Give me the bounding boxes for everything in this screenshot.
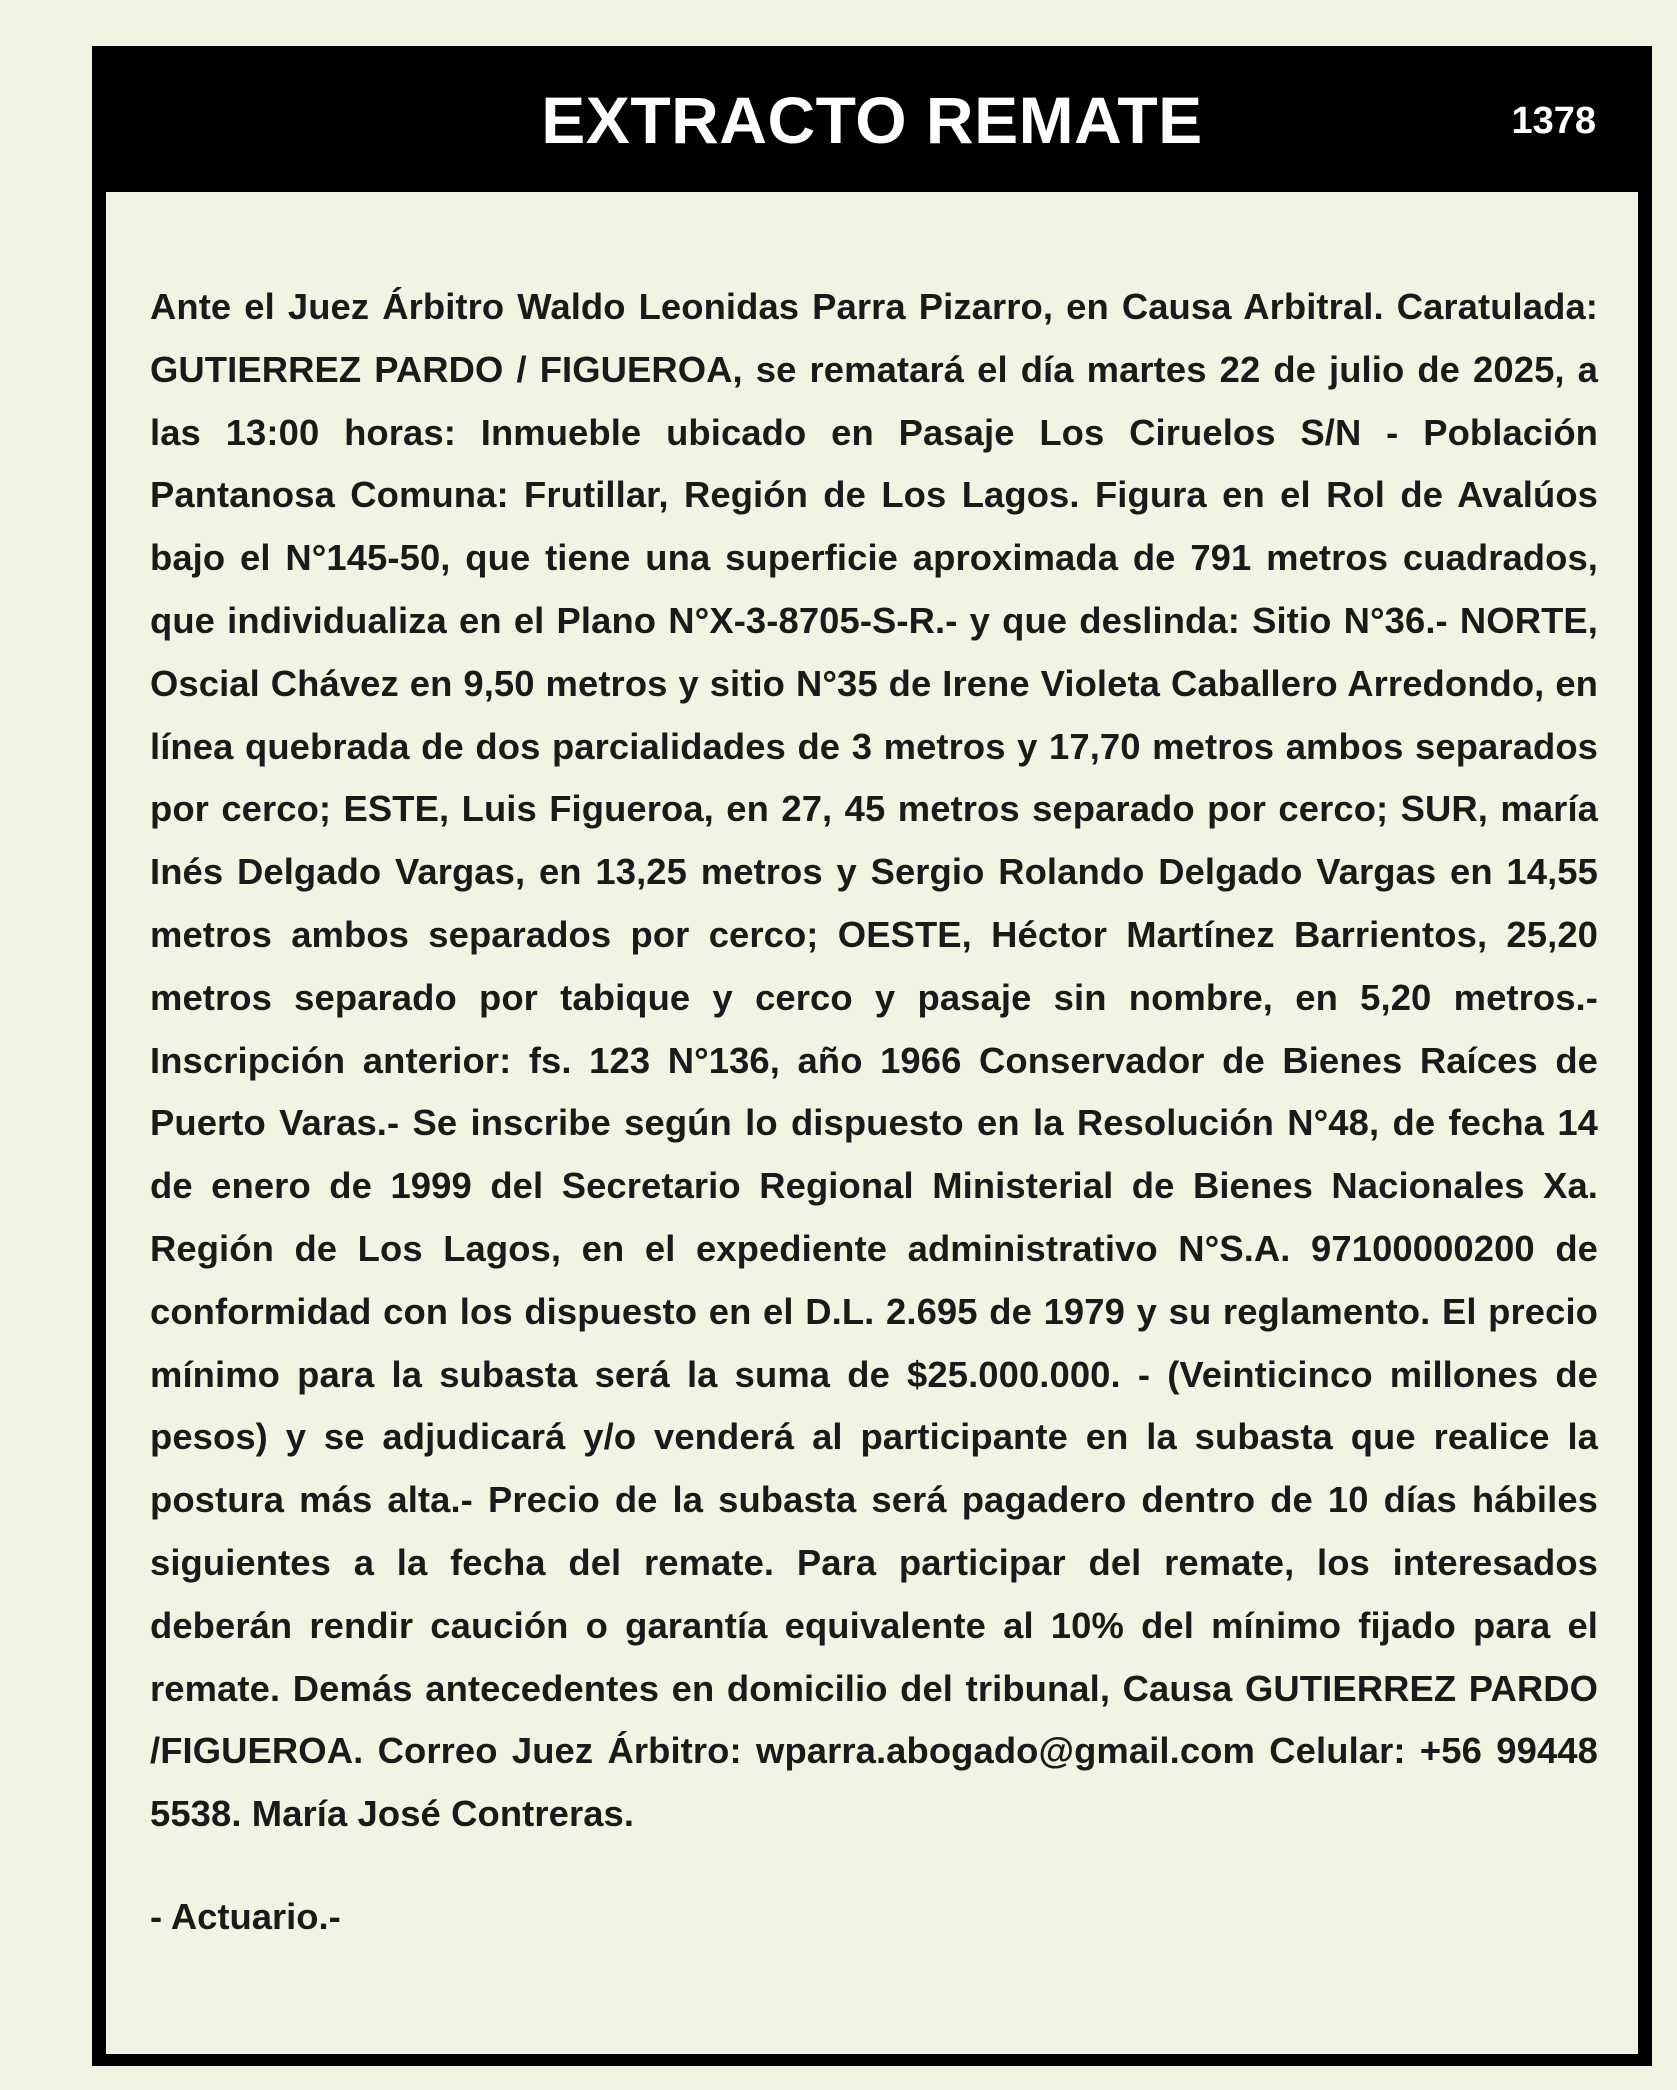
notice-body: [106, 192, 1638, 2054]
notice-header: [106, 46, 1638, 192]
legal-notice: [92, 46, 1652, 2066]
notice-signature: - Actuario.-: [150, 1895, 341, 1937]
notice-title: EXTRACTO REMATE: [541, 83, 1203, 157]
notice-text: Ante el Juez Árbitro Waldo Leonidas Parra Pizarro, en Causa Arbitral. Caratulada: GUTIERREZ PARDO / FIGUEROA, se rematará el día martes 22 de julio de 2025, a las 13:00 horas: Inmueble ubicado en Pasaje Los Ciruelos S/N - Población Pantanosa Comuna: Frutillar, Región de Los Lagos. Figura en el Rol de Avalúos bajo el N°145-50, que tiene una superficie aproximada de 791 metros cuadrados, que individualiza en el Plano N°X-3-8705-S-R.- y que deslinda: Sitio N°36.- NORTE, Oscial Chávez en 9,50 metros y sitio N°35 de Irene Violeta Caballero Arredondo, en línea quebrada de dos parcialidades de 3 metros y 17,70 metros ambos separados por cerco; ESTE, Luis Figueroa, en 27, 45 metros separado por cerco; SUR, maría Inés Delgado Vargas, en 13,25 metros y Sergio Rolando Delgado Vargas en 14,55 metros ambos separados por cerco; OESTE, Héctor Martínez Barrientos, 25,20 metros separado por tabique y cerco y pasaje sin nombre, en 5,20 metros.- Inscripción anterior: fs. 123 N°136, año 1966 Conservador de Bienes Raíces de Puerto Varas.- Se inscribe según lo dispuesto en la Resolución N°48, de fecha 14 de enero de 1999 del Secretario Regional Ministerial de Bienes Nacionales Xa. Región de Los Lagos, en el expediente administrativo N°S.A. 97100000200 de conformidad con los dispuesto en el D.L. 2.695 de 1979 y su reglamento. El precio mínimo para la subasta será la suma de $25.000.000. - (Veinticinco millones de pesos) y se adjudicará y/o venderá al participante en la subasta que realice la postura más alta.- Precio de la subasta será pagadero dentro de 10 días hábiles siguientes a la fecha del remate. Para participar del remate, los interesados deberán rendir caución o garantía equivalente al 10% del mínimo fijado para el remate. Demás antecedentes en domicilio del tribunal, Causa GUTIERREZ PARDO /FIGUEROA. Correo Juez Árbitro: wparra.abogado@gmail.com Celular: +56 99448 5538. María José Contreras.: [150, 286, 1598, 1835]
notice-number: 1378: [1511, 100, 1596, 142]
